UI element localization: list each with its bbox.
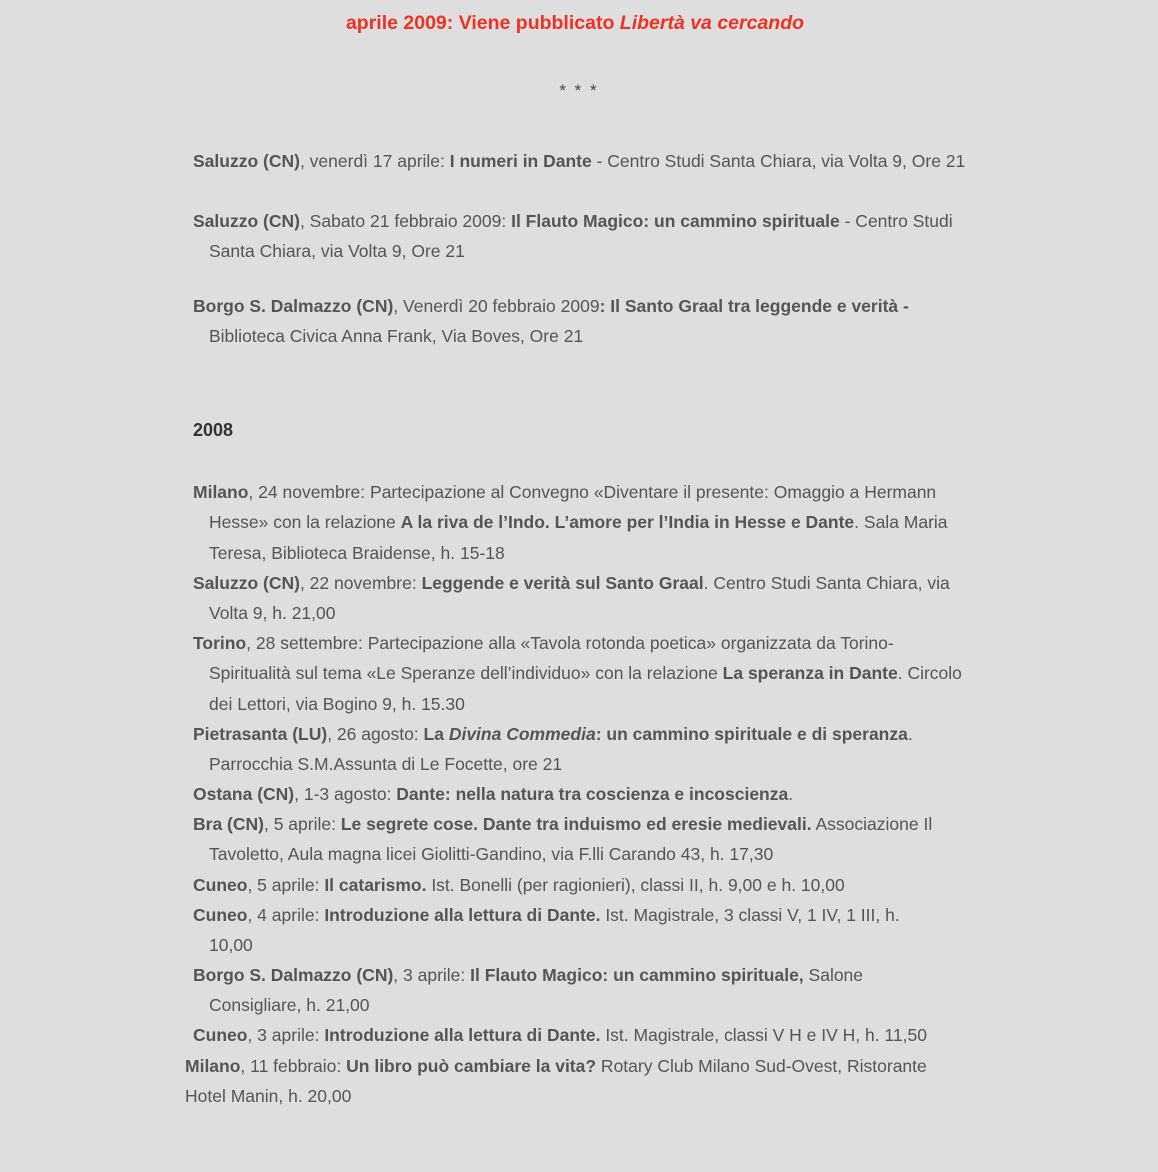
event-details: . (788, 784, 794, 804)
event-place: Milano (185, 1056, 241, 1076)
headline-prefix: aprile 2009: Viene pubblicato (345, 12, 620, 34)
section-separator: * * * (559, 81, 599, 100)
year-heading-2008: 2008 (193, 420, 234, 440)
event-place: Torino (193, 633, 247, 653)
event-2008-milano-nov (193, 477, 973, 568)
event-2008-ostana (193, 779, 973, 809)
book-title: Libertà va cercando (619, 12, 805, 34)
event-details: Ist. Bonelli (per ragionieri), classi II, h. 9,00 e h. 10,00 (426, 875, 845, 895)
event-place: Cuneo (193, 1025, 248, 1045)
event-title: Dante: nella natura tra coscienza e incoscienza (396, 784, 789, 804)
event-title: Leggende e verità sul Santo Graal (421, 573, 704, 593)
event-details: . Centro Studi Santa Chiara, via Volta 9, h. 21,00 (209, 573, 950, 624)
event-text: , 3 aprile: (393, 965, 471, 985)
event-title: A la riva de l’Indo. L’amore per l’India in Hesse e Dante (400, 512, 855, 533)
event-details: Salone Consigliare, h. 21,00 (209, 965, 864, 1016)
event-details: Ist. Magistrale, classi V H e IV H, h. 11,50 (600, 1025, 927, 1045)
event-title-italic: Divina Commedia (448, 724, 596, 744)
event-title: : Il Santo Graal tra leggende e verità - (599, 296, 909, 316)
event-place: Saluzzo (CN) (193, 573, 300, 593)
event-title: Introduzione alla lettura di Dante. (324, 905, 601, 925)
event-place: Saluzzo (CN) (193, 151, 300, 171)
event-place: Borgo S. Dalmazzo (CN) (193, 296, 394, 316)
event-details: . Parrocchia S.M.Assunta di Le Focette, ore 21 (209, 724, 913, 775)
event-2008-cuneo-5apr (193, 870, 973, 900)
event-text: , 3 aprile: (247, 1025, 325, 1045)
publication-headline (0, 10, 1150, 36)
event-place: Cuneo (193, 905, 248, 925)
event-title: La speranza in Dante (722, 663, 898, 684)
event-details: Ist. Magistrale, 3 classi V, 1 IV, 1 III, h. 10,00 (209, 905, 900, 956)
event-title: Il Flauto Magico: un cammino spirituale, (470, 965, 804, 985)
event-details: . Sala Maria Teresa, Biblioteca Braidense, h. 15-18 (209, 512, 948, 563)
event-2009-saluzzo-feb (193, 206, 973, 267)
event-details: - Centro Studi Santa Chiara, via Volta 9, Ore 21 (209, 211, 953, 262)
event-text: , 4 aprile: (247, 905, 325, 925)
event-place: Cuneo (193, 875, 248, 895)
event-2008-cuneo-4apr (193, 900, 945, 961)
event-details: - Centro Studi Santa Chiara, via Volta 9, Ore 21 (591, 151, 966, 171)
event-title: Il catarismo. (324, 875, 427, 895)
event-2009-borgo-feb (193, 291, 973, 352)
event-2008-torino (193, 628, 973, 719)
event-2008-bra (193, 809, 983, 870)
event-text: , 26 agosto: (327, 724, 424, 744)
event-2008-pietrasanta (193, 719, 973, 780)
event-date: , Sabato 21 febbraio 2009: (299, 211, 512, 231)
event-2009-saluzzo-apr (193, 146, 973, 176)
event-details: . Circolo dei Lettori, via Bogino 9, h. 15.30 (209, 663, 962, 714)
event-place: Saluzzo (CN) (193, 211, 300, 231)
event-details: Biblioteca Civica Anna Frank, Via Boves, Ore 21 (209, 326, 584, 347)
event-place: Milano (193, 482, 249, 502)
event-text: , 28 settembre: Partecipazione alla «Tavola rotonda poetica» organizzata da Torino-Spiritualità sul tema «Le Speranze dell’individuo» con la relazione (209, 633, 894, 684)
event-title-part: La (423, 724, 449, 744)
event-2008-borgo-3apr (193, 960, 913, 1021)
event-title: Il Flauto Magico: un cammino spirituale (511, 211, 840, 231)
event-title: Le segrete cose. Dante tra induismo ed eresie medievali. (340, 814, 812, 834)
event-text: , 1-3 agosto: (294, 784, 397, 804)
event-text: , 22 novembre: (299, 573, 422, 593)
event-text: , 11 febbraio: (240, 1056, 347, 1076)
event-text: , 5 aprile: (247, 875, 325, 895)
event-title (424, 724, 908, 744)
event-date: , Venerdì 20 febbraio 2009 (393, 296, 600, 316)
event-details: Associazione Il Tavoletto, Aula magna licei Giolitti-Gandino, via F.lli Carando 43, h. 17,30 (209, 814, 933, 865)
event-text: , 5 aprile: (263, 814, 341, 834)
event-place: Ostana (CN) (193, 784, 295, 804)
event-place: Pietrasanta (LU) (193, 724, 328, 744)
event-place: Bra (CN) (193, 814, 264, 834)
event-2008-milano-feb (185, 1051, 965, 1112)
event-title: Introduzione alla lettura di Dante. (324, 1025, 601, 1045)
event-place: Borgo S. Dalmazzo (CN) (193, 965, 394, 985)
event-title: Un libro può cambiare la vita? (346, 1056, 597, 1076)
event-text: , 24 novembre: Partecipazione al Convegno «Diventare il presente: Omaggio a Hermann Hesse» con la relazione (209, 482, 937, 533)
event-2008-cuneo-3apr (193, 1020, 973, 1050)
event-details: Rotary Club Milano Sud-Ovest, Ristorante Hotel Manin, h. 20,00 (185, 1056, 927, 1107)
event-date: , venerdì 17 aprile: (299, 151, 450, 171)
event-title-part: : un cammino spirituale e di speranza (595, 724, 908, 744)
event-title: I numeri in Dante (449, 151, 592, 171)
event-2008-saluzzo-nov (193, 568, 973, 629)
